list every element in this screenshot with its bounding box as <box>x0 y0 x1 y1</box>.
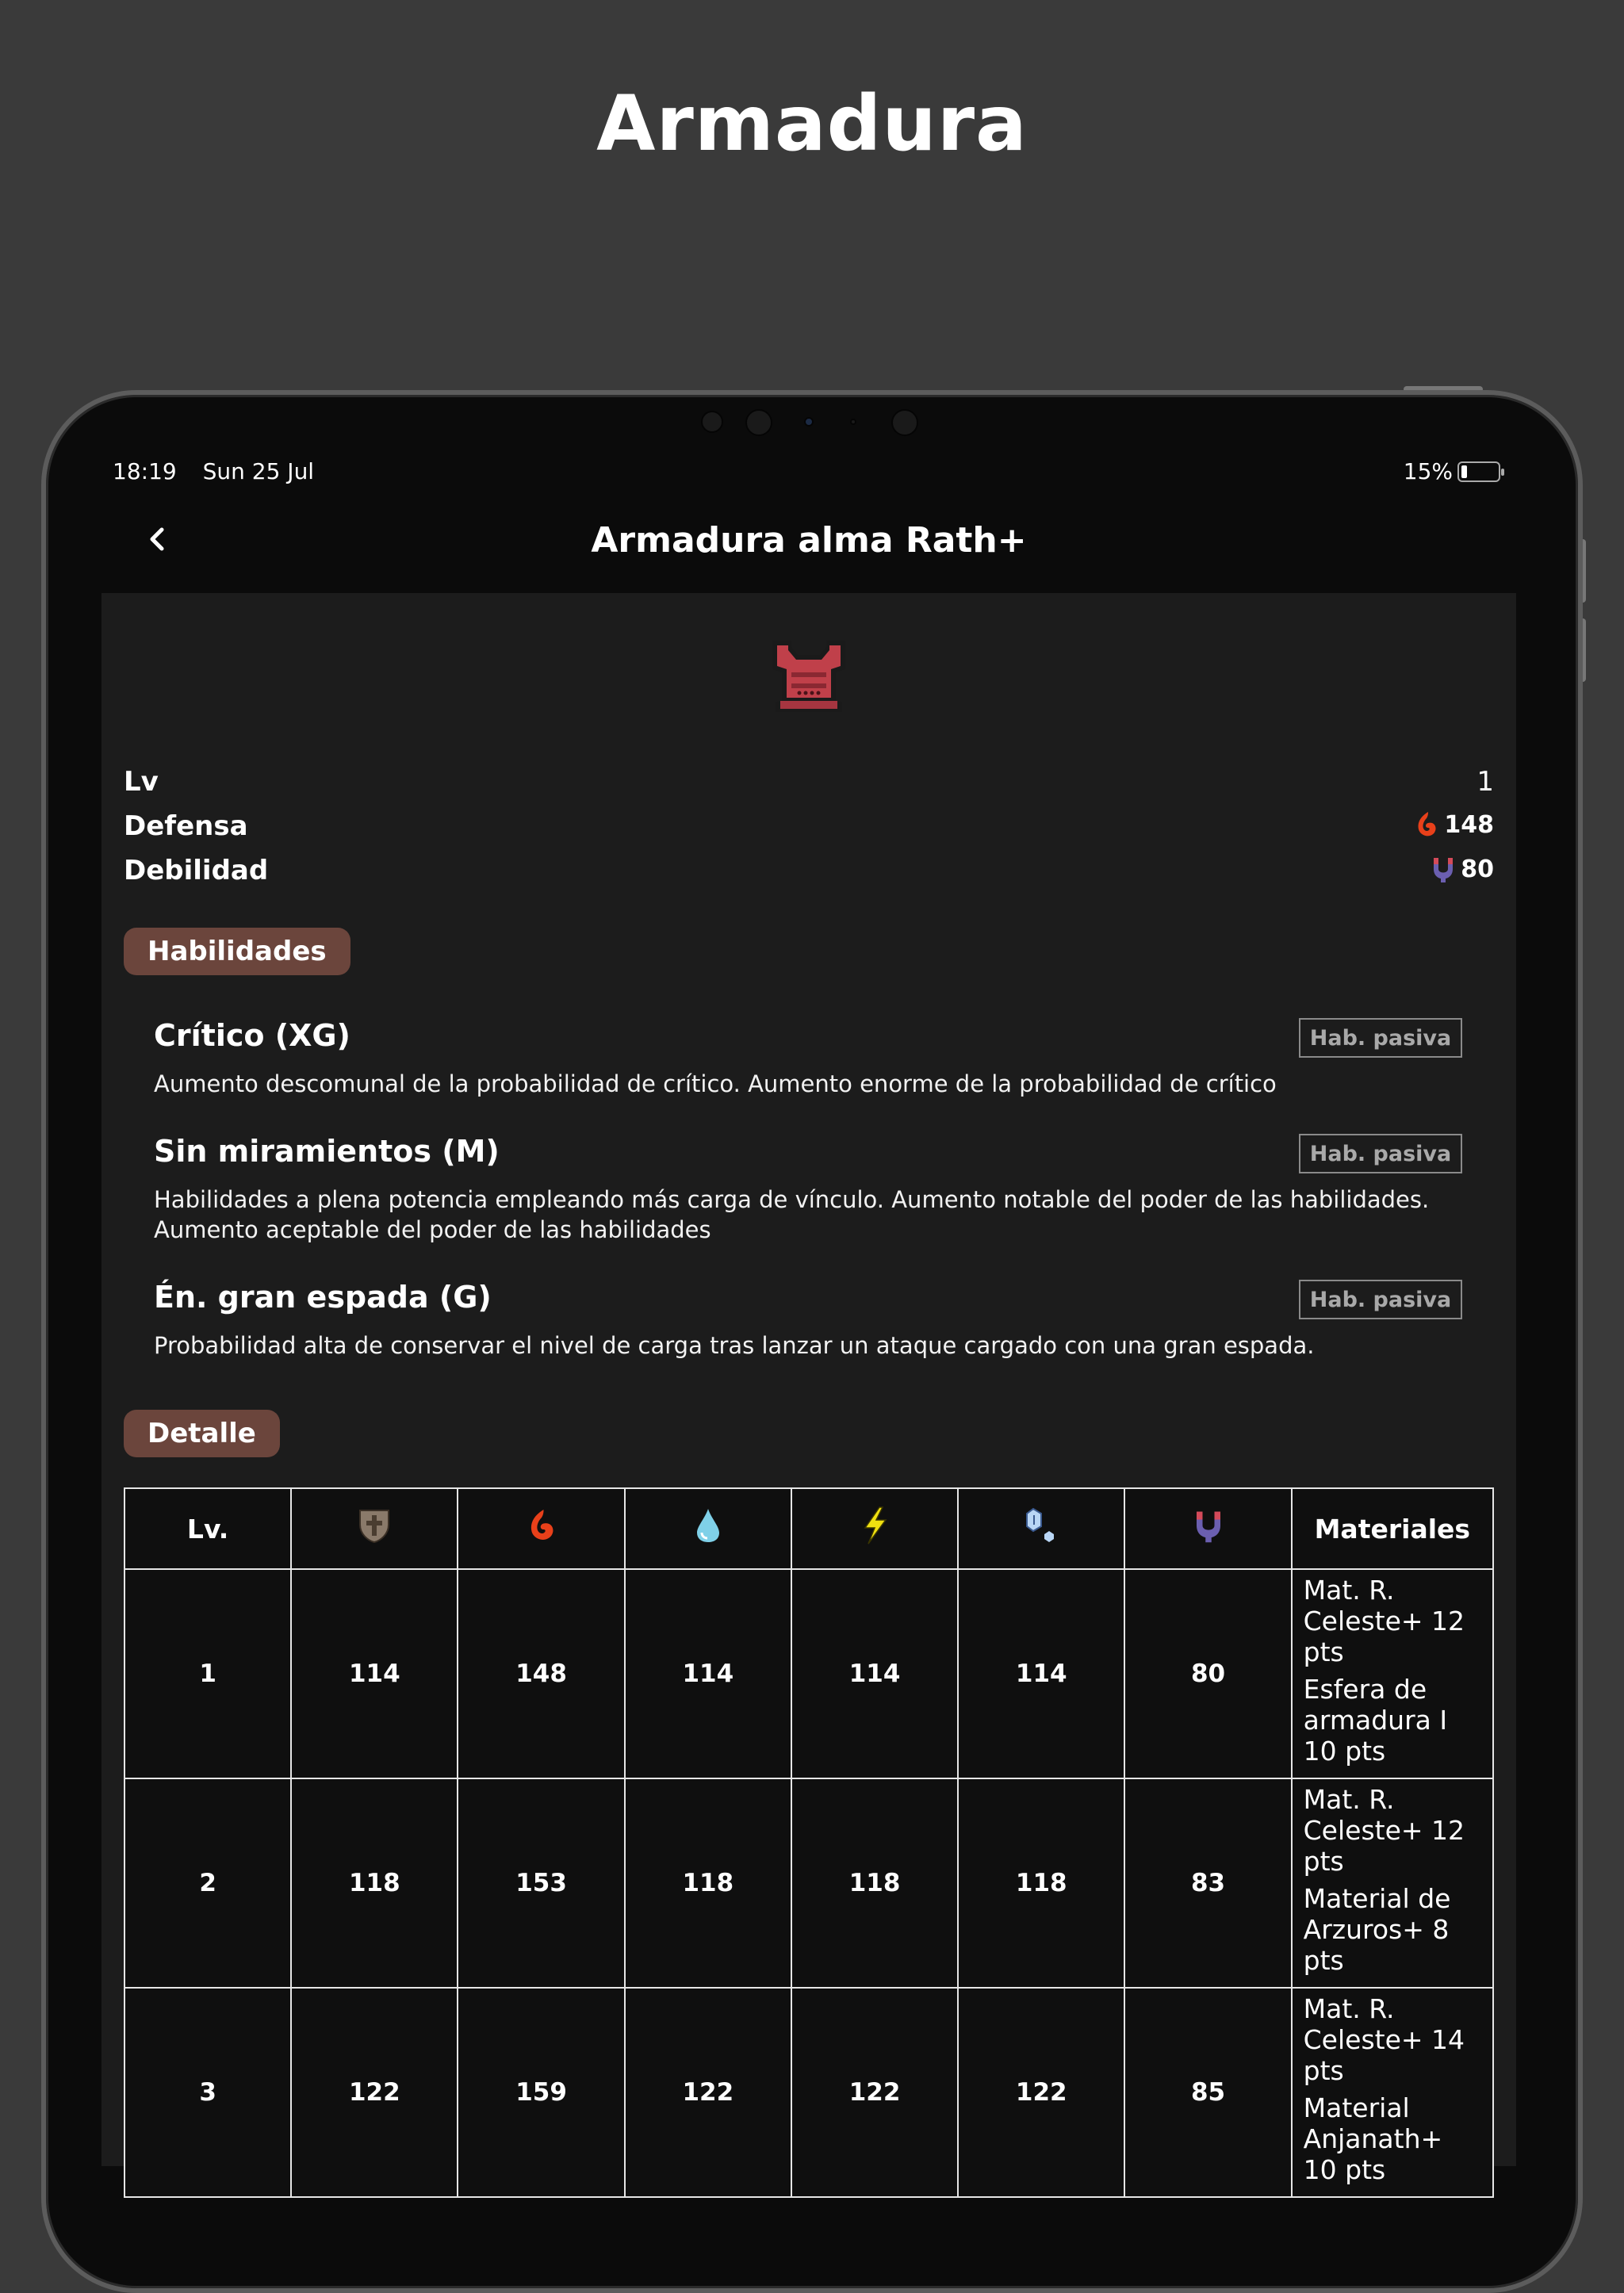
fire-element-icon <box>526 1507 557 1544</box>
header-materials: Materiales <box>1292 1488 1493 1569</box>
cell-water: 114 <box>625 1569 791 1778</box>
cell-water: 122 <box>625 1988 791 2197</box>
status-date: Sun 25 Jul <box>202 458 315 484</box>
cell-defense: 118 <box>291 1778 458 1988</box>
skill-item <box>154 1134 1462 1245</box>
battery-level <box>1461 465 1467 478</box>
stat-level <box>124 766 1494 810</box>
cell-level: 2 <box>124 1778 291 1988</box>
cell-dragon: 83 <box>1124 1778 1291 1988</box>
cell-ice: 122 <box>958 1988 1124 2197</box>
material-item: Material Anjanath+ 10 pts <box>1303 2092 1443 2185</box>
stat-level-label: Lv <box>124 766 159 798</box>
cell-water: 118 <box>625 1778 791 1988</box>
level-detail-table <box>124 1487 1494 2198</box>
cell-ice: 114 <box>958 1569 1124 1778</box>
skill-description: Aumento descomunal de la probabilidad de crítico. Aumento enorme de la probabilidad de crítico <box>154 1070 1277 1097</box>
cell-level: 3 <box>124 1988 291 2197</box>
table-row <box>124 1569 1493 1778</box>
material-item: Esfera de armadura I 10 pts <box>1303 1674 1448 1767</box>
stat-weakness <box>124 855 1494 899</box>
cell-defense: 114 <box>291 1569 458 1778</box>
stat-defense-value: 148 <box>1444 810 1494 839</box>
skill-description: Probabilidad alta de conservar el nivel de carga tras lanzar un ataque cargado con una gran espada. <box>154 1332 1315 1359</box>
camera-array <box>0 411 1624 434</box>
skill-name: Sin miramientos (M) <box>154 1134 500 1169</box>
skill-item <box>154 1280 1462 1361</box>
stat-defense <box>124 810 1494 855</box>
cell-fire: 159 <box>458 1988 624 2197</box>
water-element-icon <box>692 1507 724 1544</box>
cell-dragon: 85 <box>1124 1988 1291 2197</box>
defense-shield-icon <box>358 1507 390 1544</box>
skill-item <box>154 1018 1462 1099</box>
promo-title: Armadura <box>596 79 1028 168</box>
header-thunder <box>791 1488 958 1569</box>
cell-dragon: 80 <box>1124 1569 1291 1778</box>
cell-materials <box>1292 1778 1493 1988</box>
cell-materials <box>1292 1569 1493 1778</box>
navigation-bar <box>102 492 1516 593</box>
cell-materials <box>1292 1988 1493 2197</box>
table-row <box>124 1778 1493 1988</box>
stat-defense-value-group <box>1414 810 1494 839</box>
cell-level: 1 <box>124 1569 291 1778</box>
skill-name: Crítico (XG) <box>154 1018 350 1053</box>
cell-thunder: 118 <box>791 1778 958 1988</box>
material-item: Material de Arzuros+ 8 pts <box>1303 1883 1451 1976</box>
dragon-element-icon <box>1193 1507 1224 1544</box>
ice-element-icon <box>1025 1507 1057 1544</box>
stats-block <box>124 766 1494 899</box>
stat-level-value: 1 <box>1477 766 1494 798</box>
status-bar <box>102 452 1516 492</box>
header-ice <box>958 1488 1124 1569</box>
skill-type-badge: Hab. pasiva <box>1299 1134 1462 1173</box>
table-header-row <box>124 1488 1493 1569</box>
material-item: Mat. R. Celeste+ 14 pts <box>1303 1993 1465 2086</box>
skill-description: Habilidades a plena potencia empleando más carga de vínculo. Aumento notable del poder de las habilidades. Aumento aceptable del poder de las habilidades <box>154 1186 1430 1243</box>
detail-section-header: Detalle <box>124 1410 280 1457</box>
cell-ice: 118 <box>958 1778 1124 1988</box>
skill-type-badge: Hab. pasiva <box>1299 1018 1462 1058</box>
skill-type-badge: Hab. pasiva <box>1299 1280 1462 1319</box>
skill-name: Én. gran espada (G) <box>154 1280 492 1315</box>
header-dragon <box>1124 1488 1291 1569</box>
chest-armor-icon <box>768 634 850 717</box>
cell-thunder: 122 <box>791 1988 958 2197</box>
cell-defense: 122 <box>291 1988 458 2197</box>
header-fire <box>458 1488 624 1569</box>
app-screen <box>102 452 1516 2185</box>
stat-weakness-value: 80 <box>1461 855 1494 883</box>
thunder-element-icon <box>859 1506 891 1545</box>
cell-fire: 148 <box>458 1569 624 1778</box>
status-time: 18:19 <box>113 458 177 484</box>
table-row <box>124 1988 1493 2197</box>
skills-section-header: Habilidades <box>124 928 350 975</box>
stat-weakness-value-group <box>1431 855 1494 883</box>
fire-element-icon <box>1414 810 1439 839</box>
cell-fire: 153 <box>458 1778 624 1988</box>
dragon-element-icon <box>1431 855 1456 883</box>
page-title: Armadura alma Rath+ <box>591 520 1027 561</box>
header-level: Lv. <box>124 1488 291 1569</box>
header-water <box>625 1488 791 1569</box>
material-item: Mat. R. Celeste+ 12 pts <box>1303 1575 1465 1667</box>
cell-thunder: 114 <box>791 1569 958 1778</box>
header-defense <box>291 1488 458 1569</box>
stat-defense-label: Defensa <box>124 810 248 842</box>
battery-percent: 15% <box>1403 458 1453 484</box>
battery-icon <box>1457 461 1500 482</box>
material-item: Mat. R. Celeste+ 12 pts <box>1303 1784 1465 1877</box>
stat-weakness-label: Debilidad <box>124 855 269 886</box>
